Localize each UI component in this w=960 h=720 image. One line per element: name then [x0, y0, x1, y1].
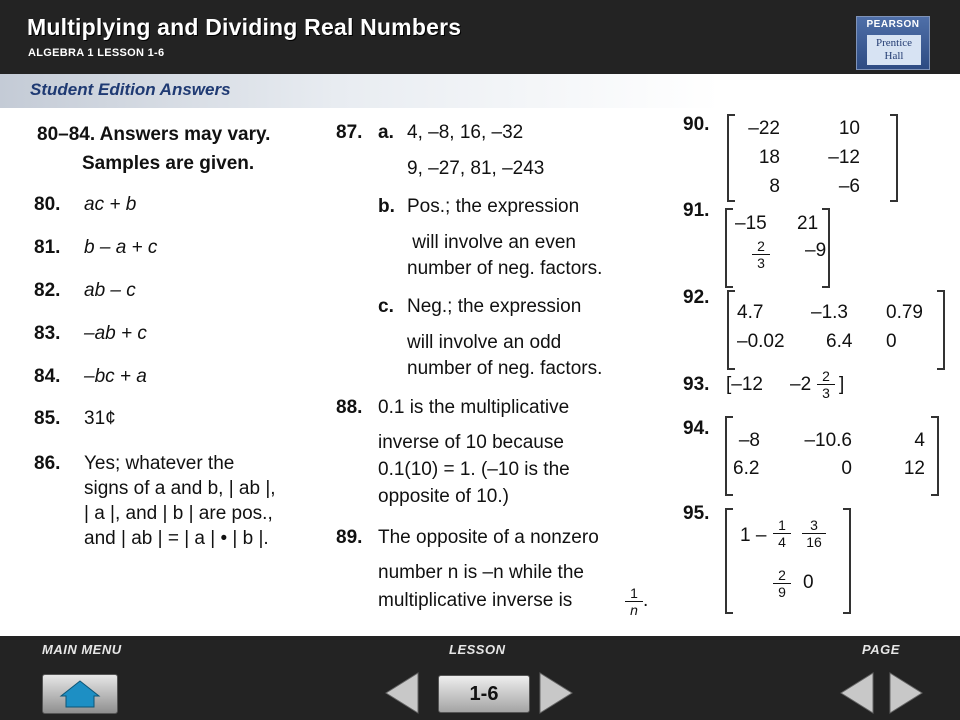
answer-89-line2: number n is –n while the — [378, 562, 584, 583]
matrix-92-cell: 0.79 — [886, 302, 923, 323]
matrix-90-cell: –6 — [838, 176, 860, 197]
fraction-numerator: 2 — [752, 238, 770, 255]
matrix-94-cell: –8 — [738, 430, 760, 451]
publisher-logo — [856, 16, 930, 70]
answer-87a-label: a. — [378, 122, 394, 143]
answer-88-line1: 0.1 is the multiplicative — [378, 397, 570, 418]
matrix-95-fraction-1 — [773, 517, 791, 550]
fraction-numerator: 2 — [773, 567, 791, 584]
answer-83-text: –ab + c — [84, 323, 147, 344]
answer-89-number: 89. — [336, 527, 363, 548]
matrix-95-fraction-2 — [802, 517, 826, 550]
matrix-92-right-bracket — [937, 290, 945, 370]
answer-88-number: 88. — [336, 397, 363, 418]
matrix-92-cell: 6.4 — [826, 331, 853, 352]
matrix-91-fraction — [752, 238, 770, 271]
matrix-93-whole: –2 — [790, 374, 812, 395]
answer-80-number: 80. — [34, 194, 61, 215]
matrix-90-cell: –22 — [748, 118, 780, 139]
fraction-denominator: 3 — [822, 385, 830, 401]
answer-89-fraction — [625, 585, 643, 618]
answer-95-number: 95. — [683, 503, 710, 524]
answer-86-line2: signs of a and b, | ab |, — [84, 478, 276, 499]
lesson-next-button[interactable] — [536, 670, 576, 716]
matrix-93-fraction — [817, 368, 835, 401]
answer-81-text: b – a + c — [84, 237, 158, 258]
fraction-denominator: n — [630, 602, 638, 618]
page-next-button[interactable] — [886, 670, 926, 716]
answer-84-text: –bc + a — [84, 366, 147, 387]
page-label: PAGE — [862, 642, 900, 657]
logo-brand: PEARSON — [866, 19, 920, 30]
fraction-denominator: 3 — [757, 255, 765, 271]
matrix-94-cell: 6.2 — [733, 458, 760, 479]
section-label: Student Edition Answers — [30, 80, 231, 99]
matrix-91-cell: 21 — [797, 213, 819, 234]
logo-line2: Hall — [884, 50, 904, 62]
answer-87b-line3: number of neg. factors. — [407, 258, 603, 279]
matrix-92-cell: 0 — [886, 331, 897, 352]
answer-87c-line1: Neg.; the expression — [407, 296, 582, 317]
answer-90-number: 90. — [683, 114, 710, 135]
matrix-92-cell: –1.3 — [811, 302, 848, 323]
matrix-94-left-bracket — [725, 416, 733, 496]
answer-87c-line2: will involve an odd — [407, 332, 562, 353]
answer-87b-line1: Pos.; the expression — [407, 196, 580, 217]
matrix-90-cell: 8 — [769, 176, 780, 197]
fraction-denominator: 9 — [778, 584, 786, 600]
matrix-95-fraction-3 — [773, 567, 791, 600]
answer-81-number: 81. — [34, 237, 61, 258]
lesson-subtitle: ALGEBRA 1 LESSON 1-6 — [28, 47, 165, 59]
answer-86-line1: Yes; whatever the — [84, 453, 235, 474]
matrix-95-cell: 0 — [803, 572, 814, 593]
answer-87-number: 87. — [336, 122, 363, 143]
lesson-previous-button[interactable] — [382, 670, 422, 716]
matrix-94-right-bracket — [931, 416, 939, 496]
fraction-numerator: 1 — [625, 585, 643, 602]
answer-89-period: . — [643, 590, 649, 611]
lesson-label: LESSON — [449, 642, 506, 657]
matrix-91-left-bracket — [725, 208, 733, 288]
answer-86-line4: and | ab | = | a | • | b |. — [84, 528, 269, 549]
matrix-95-lead: 1 – — [740, 525, 767, 546]
logo-line1: Prentice — [875, 37, 913, 49]
matrix-91-cell: –9 — [805, 240, 827, 261]
matrix-92-cell: –0.02 — [737, 331, 785, 352]
fraction-denominator: 4 — [778, 534, 786, 550]
answer-93-number: 93. — [683, 374, 710, 395]
answer-85-text: 31¢ — [84, 408, 116, 429]
answer-88-line2: inverse of 10 because — [378, 432, 564, 453]
answer-88-line3: 0.1(10) = 1. (–10 is the — [378, 459, 570, 480]
group-heading-line2: Samples are given. — [82, 153, 255, 174]
answer-91-number: 91. — [683, 200, 710, 221]
matrix-94-cell: –10.6 — [804, 430, 852, 451]
group-heading-line1: 80–84. Answers may vary. — [37, 124, 271, 145]
answer-84-number: 84. — [34, 366, 61, 387]
logo-imprint — [867, 35, 921, 65]
main-menu-label: MAIN MENU — [42, 642, 122, 657]
matrix-90-cell: 10 — [838, 118, 860, 139]
answer-92-number: 92. — [683, 287, 710, 308]
answer-87c-label: c. — [378, 296, 394, 317]
answer-87b-line2: will involve an even — [407, 232, 576, 253]
matrix-95-right-bracket — [843, 508, 851, 614]
matrix-95-left-bracket — [725, 508, 733, 614]
matrix-94-cell: 4 — [914, 430, 925, 451]
answer-85-number: 85. — [34, 408, 61, 429]
matrix-90-cell: –12 — [828, 147, 860, 168]
matrix-92-left-bracket — [727, 290, 735, 370]
answer-87a-line2: 9, –27, 81, –243 — [407, 158, 545, 179]
answer-94-number: 94. — [683, 418, 710, 439]
matrix-90-cell: 18 — [758, 147, 780, 168]
answer-87c-line3: number of neg. factors. — [407, 358, 603, 379]
matrix-90-left-bracket — [727, 114, 735, 202]
fraction-numerator: 3 — [802, 517, 826, 534]
matrix-94-cell: 12 — [903, 458, 925, 479]
matrix-93-close: ] — [839, 374, 845, 395]
fraction-denominator: 16 — [806, 534, 822, 550]
answer-88-line4: opposite of 10.) — [378, 486, 509, 507]
matrix-91-cell: –15 — [735, 213, 767, 234]
answer-87b-label: b. — [378, 196, 395, 217]
answer-87a-line1: 4, –8, 16, –32 — [407, 122, 524, 143]
page-title: Multiplying and Dividing Real Numbers — [27, 14, 462, 40]
main-menu-home-button[interactable] — [42, 674, 118, 714]
answer-82-text: ab – c — [84, 280, 136, 301]
answer-83-number: 83. — [34, 323, 61, 344]
answer-80-text: ac + b — [84, 194, 137, 215]
fraction-numerator: 1 — [773, 517, 791, 534]
fraction-numerator: 2 — [817, 368, 835, 385]
lesson-number-badge: 1-6 — [438, 675, 530, 713]
matrix-94-cell: 0 — [841, 458, 852, 479]
page-previous-button[interactable] — [837, 670, 877, 716]
answer-86-line3: | a |, and | b | are pos., — [84, 503, 273, 524]
answer-89-line3: multiplicative inverse is — [378, 590, 573, 611]
answer-82-number: 82. — [34, 280, 61, 301]
matrix-90-right-bracket — [890, 114, 898, 202]
matrix-92-cell: 4.7 — [737, 302, 764, 323]
home-icon — [43, 675, 117, 713]
answer-89-line1: The opposite of a nonzero — [378, 527, 599, 548]
answer-86-number: 86. — [34, 453, 61, 474]
matrix-93-open: [–12 — [726, 374, 763, 395]
